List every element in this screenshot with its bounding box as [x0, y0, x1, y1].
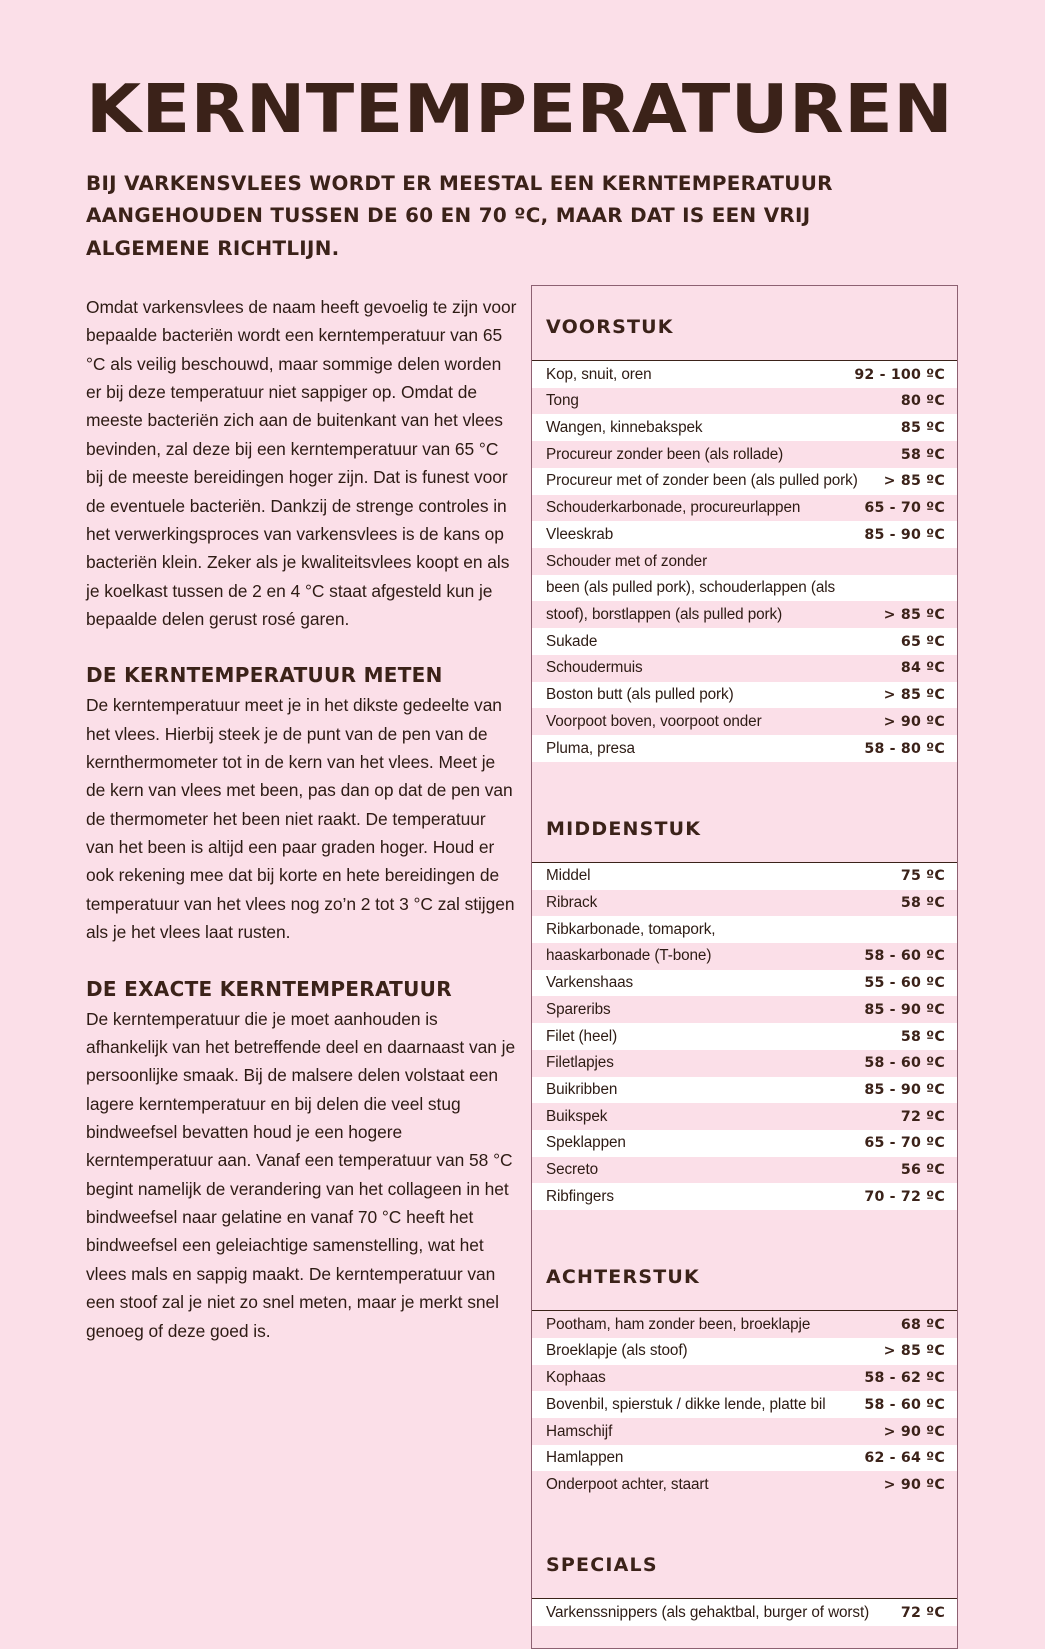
table-row: [532, 1418, 957, 1445]
table-row-value: > 85 ºC: [883, 473, 945, 490]
table-row-value: 72 ºC: [900, 1108, 945, 1125]
article-section: [86, 977, 518, 1345]
article-intro-block: [86, 293, 518, 633]
table-row-name: been (als pulled pork), schouderlappen (als: [546, 579, 836, 597]
table-row-name: Kophaas: [546, 1369, 606, 1387]
table-row: [532, 361, 957, 388]
table-row: [532, 441, 957, 468]
table-row-name: Wangen, kinnebakspek: [546, 418, 703, 436]
table-section-title: VOORSTUK: [532, 286, 957, 361]
table-row-name: Procureur zonder been (als rollade): [546, 445, 784, 463]
table-row-name: Buikribben: [546, 1081, 618, 1099]
table-rows: [532, 361, 957, 762]
table-row-value: > 85 ºC: [883, 606, 945, 623]
table-row-value: 58 ºC: [900, 446, 945, 463]
table-row-value: > 90 ºC: [883, 1423, 945, 1440]
table-row-value: 85 - 90 ºC: [864, 1001, 945, 1018]
table-section: [532, 1236, 957, 1498]
article-section: [86, 663, 518, 946]
table-row: [532, 1365, 957, 1392]
table-row-value: 58 - 60 ºC: [864, 948, 945, 965]
table-section-title: SPECIALS: [532, 1524, 957, 1599]
table-row-name: Schouderkarbonade, procureurlappen: [546, 499, 801, 517]
table-row-name: Sukade: [546, 632, 598, 650]
table-row: [532, 1050, 957, 1077]
table-row-value: 80 ºC: [900, 393, 945, 410]
table-row-name: Ribkarbonade, tomapork,: [546, 920, 716, 938]
article-column: [86, 293, 518, 1345]
table-row-value: 56 ºC: [900, 1162, 945, 1179]
table-row-value: 65 - 70 ºC: [864, 1135, 945, 1152]
table-row-value: > 90 ºC: [883, 713, 945, 730]
table-row-name: Voorpoot boven, voorpoot onder: [546, 712, 762, 730]
table-row: [532, 1599, 957, 1626]
table-bottom-spacer: [532, 1626, 957, 1648]
table-row: [532, 863, 957, 890]
table-row-name: Hamschijf: [546, 1422, 613, 1440]
table-row: [532, 601, 957, 628]
table-row-value: 58 ºC: [900, 1028, 945, 1045]
table-rows: [532, 1599, 957, 1626]
table-row: [532, 575, 957, 602]
table-row-name: Varkenssnippers (als gehaktbal, burger of worst): [546, 1603, 870, 1621]
table-row-value: 75 ºC: [900, 868, 945, 885]
table-row-value: 85 ºC: [900, 419, 945, 436]
table-row-value: 58 - 60 ºC: [864, 1055, 945, 1072]
table-row-value: 72 ºC: [900, 1604, 945, 1621]
table-row-name: Pluma, presa: [546, 739, 635, 757]
table-row-name: haaskarbonade (T-bone): [546, 947, 712, 965]
table-row: [532, 890, 957, 917]
table-row: [532, 521, 957, 548]
table-rows: [532, 863, 957, 1210]
table-row: [532, 1077, 957, 1104]
table-row-name: Vleeskrab: [546, 525, 614, 543]
table-row-value: 85 - 90 ºC: [864, 1082, 945, 1099]
table-row-value: > 85 ºC: [883, 687, 945, 704]
table-row-name: Speklappen: [546, 1134, 626, 1152]
table-row-name: Schouder met of zonder: [546, 552, 708, 570]
table-row-name: Ribrack: [546, 894, 598, 911]
table-row: [532, 628, 957, 655]
table-row-name: Middel: [546, 867, 591, 885]
table-row-value: 84 ºC: [900, 660, 945, 677]
table-row: [532, 495, 957, 522]
section-heading-exacte: DE EXACTE KERNTEMPERATUUR: [86, 976, 452, 1001]
table-row-value: 58 - 62 ºC: [864, 1370, 945, 1387]
table-section: [532, 1524, 957, 1626]
table-row: [532, 682, 957, 709]
table-section-spacer: [532, 1498, 957, 1524]
article-intro-text: Omdat varkensvlees de naam heeft gevoelig te zijn voor bepaalde bacteriën wordt een kerntemperatuur van 65 °C als veilig beschouwd, maar sommige delen worden er bij deze temperatuur niet sappiger op. Omdat de meeste bacteriën zich aan de buitenkant van het vlees bevinden, zal deze bij een kerntemperatuur van 65 °C bij de meeste bereidingen hoger zijn. Dat is funest voor de eventuele bacteriën. Dankzij de strenge controles in het verwerkingsproces van varkensvlees is de kans op bacteriën klein. Zeker als je kwaliteitsvlees koopt en als je koelkast tussen de 2 en 4 °C staat afgesteld kun je bepaalde delen gerust rosé garen.: [86, 297, 517, 629]
table-row-value: 58 - 60 ºC: [864, 1396, 945, 1413]
table-row: [532, 1023, 957, 1050]
table-row-name: Spareribs: [546, 1000, 611, 1018]
table-section: [532, 286, 957, 762]
table-row: [532, 1311, 957, 1338]
table-section-title: ACHTERSTUK: [532, 1236, 957, 1311]
table-row: [532, 655, 957, 682]
table-row-value: 55 - 60 ºC: [864, 975, 945, 992]
table-row-value: 65 - 70 ºC: [864, 500, 945, 517]
table-row: [532, 916, 957, 943]
table-row-value: 68 ºC: [900, 1316, 945, 1333]
table-row: [532, 468, 957, 495]
table-row: [532, 388, 957, 415]
table-row-value: > 90 ºC: [883, 1476, 945, 1493]
table-row-value: 70 - 72 ºC: [864, 1188, 945, 1205]
section-text-exacte: De kerntemperatuur die je moet aanhouden is afhankelijk van het betreffende deel en daarnaast van je persoonlijke smaak. Bij de malsere delen volstaat een lagere kerntemperatuur en bij delen die veel stug bindweefsel bevatten houd je een hogere kerntemperatuur aan. Vanaf een temperatuur van 58 °C begint namelijk de verandering van het collageen in het bindweefsel naar gelatine en vanaf 70 °C heeft het bindweefsel een geleiachtige samenstelling, wat het vlees mals en sappig maakt. De kerntemperatuur van een stoof zal je niet zo snel meten, maar je merkt snel genoeg of deze goed is.: [86, 1008, 516, 1341]
table-row-value: 85 - 90 ºC: [864, 526, 945, 543]
table-row: [532, 1391, 957, 1418]
table-section-spacer: [532, 1210, 957, 1236]
table-row: [532, 1103, 957, 1130]
table-row-name: Buikspek: [546, 1107, 608, 1125]
table-row-value: > 85 ºC: [883, 1343, 945, 1360]
table-row-name: Schoudermuis: [546, 659, 643, 677]
table-row-name: Pootham, ham zonder been, broeklapje: [546, 1315, 811, 1333]
table-row-value: 58 ºC: [900, 895, 945, 911]
table-section: [532, 788, 957, 1210]
table-row-name: Hamlappen: [546, 1449, 624, 1467]
table-row-name: Procureur met of zonder been (als pulled pork): [546, 472, 858, 490]
table-row-name: Kop, snuit, oren: [546, 365, 652, 383]
page-title: KERNTEMPERATUREN: [86, 70, 954, 148]
table-row: [532, 414, 957, 441]
table-row-value: 65 ºC: [900, 633, 945, 650]
table-row: [532, 970, 957, 997]
table-row: [532, 548, 957, 575]
table-row: [532, 943, 957, 970]
table-rows: [532, 1311, 957, 1498]
table-row: [532, 708, 957, 735]
temperature-table-panel: [531, 285, 958, 1649]
table-row-name: Ribfingers: [546, 1187, 614, 1205]
table-row-name: Broeklapje (als stoof): [546, 1342, 688, 1360]
table-row-name: Filet (heel): [546, 1027, 618, 1045]
table-row-name: Onderpoot achter, staart: [546, 1475, 709, 1493]
section-text-meten: De kerntemperatuur meet je in het dikste gedeelte van het vlees. Hierbij steek je de punt van de pen van de kernthermometer tot in de kern van het vlees. Meet je de kern van vlees met been, pas dan op dat de pen van de thermometer het been niet raakt. De temperatuur van het been is altijd een paar graden hoger. Houd er ook rekening mee dat bij korte en hete bereidingen de temperatuur van het vlees nog zo’n 2 tot 3 °C zal stijgen als je het vlees laat rusten.: [86, 695, 515, 943]
table-row: [532, 1445, 957, 1472]
table-row-name: Secreto: [546, 1161, 599, 1179]
table-row-name: stoof), borstlappen (als pulled pork): [546, 605, 783, 623]
table-row: [532, 1183, 957, 1210]
table-row-value: 62 - 64 ºC: [864, 1450, 945, 1467]
table-row-name: Tong: [546, 392, 579, 410]
table-row-value: 58 - 80 ºC: [864, 740, 945, 757]
table-row-value: 92 - 100 ºC: [854, 366, 945, 383]
table-row-name: Boston butt (als pulled pork): [546, 686, 734, 704]
table-row: [532, 996, 957, 1023]
section-heading-meten: DE KERNTEMPERATUUR METEN: [86, 663, 443, 688]
table-row-name: Filetlapjes: [546, 1054, 614, 1072]
table-row: [532, 735, 957, 762]
table-row: [532, 1338, 957, 1365]
table-row-name: Bovenbil, spierstuk / dikke lende, platte bil: [546, 1395, 826, 1413]
table-row: [532, 1157, 957, 1184]
document-header: [86, 70, 966, 266]
table-row: [532, 1471, 957, 1498]
table-row-name: Varkenshaas: [546, 974, 634, 992]
table-row: [532, 1130, 957, 1157]
table-section-spacer: [532, 762, 957, 788]
page-subtitle: BIJ VARKENSVLEES WORDT ER MEESTAL EEN KERNTEMPERATUUR AANGEHOUDEN TUSSEN DE 60 EN 70 ºC, MAAR DAT IS EEN VRIJ ALGEMENE RICHTLIJN.: [86, 171, 833, 261]
table-section-title: MIDDENSTUK: [532, 788, 957, 863]
